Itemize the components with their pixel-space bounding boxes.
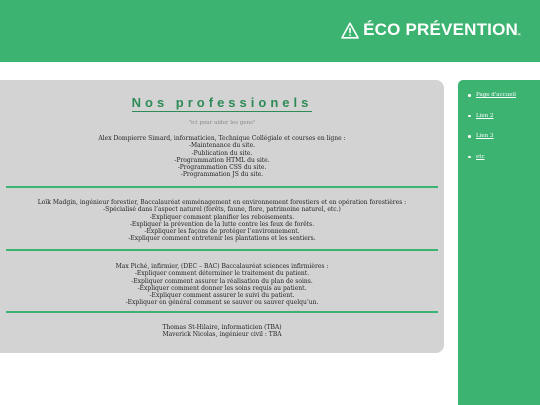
warning-triangle-icon [341,22,359,39]
section-line: -Expliquer comment déterminer le traitement du patient. [134,270,310,278]
nav-list [468,92,516,174]
page-title: Nos professionels [131,95,313,110]
header-banner [0,0,540,62]
brand-logo[interactable] [341,20,518,40]
professional-section-4 [0,324,444,339]
nav-item-link-3 [468,133,516,140]
nav-link-3[interactable]: Lien 3 [476,133,494,139]
page-subtitle: "ici pour aider les gens" [188,120,256,126]
section-line: -Expliquer les façons de protéger l’environnement. [144,228,300,236]
section-divider [6,249,438,251]
section-divider [6,186,438,188]
nav-link-etc[interactable]: etc [476,153,485,160]
section-line: -Expliquer comment donner les soins requis au patient. [137,284,307,292]
section-line: -Expliquer comment entretenir les plantations et les sentiers. [128,235,316,243]
section-line: -Expliquer en général comment se sauver ou sauver quelqu’un. [125,299,319,307]
section-line: -Programmation CSS du site. [177,164,267,172]
section-line: Maverick Nicolas, ingénieur civil : TBA [162,331,282,339]
section-line: -Programmation HTML du site. [174,156,270,164]
section-line: -Programmation JS du site. [180,171,264,179]
section-line: Loïk Madgin, ingénieur forestier, Baccalauréat emménagement en environnement forestiers et en opération forestières : [37,199,407,206]
section-line: -Spécialisé dans l’aspect naturel (forêts, faune, flore, patrimoine naturel, etc.) [103,206,341,214]
section-line: Alex Dompierre Simard, informaticien, Technique Collégiale et courses en ligne : [98,135,346,142]
nav-link-2[interactable]: Lien 2 [476,112,494,119]
nav-item-link-2 [468,113,516,120]
professional-section-2 [0,199,444,243]
section-line: -Maintenance du site. [188,142,256,150]
section-line: Max Piché, infirmier, (DEC – BAC) Baccalauréat sciences infirmières : [115,263,329,270]
professional-section-3 [0,263,444,307]
sidebar-nav [458,80,540,405]
section-line: Thomas St-Hilaire, informaticien (TBA) [162,324,282,331]
section-line: -Expliquer comment assurer la réalisation du plan de soins. [131,277,313,285]
section-line: -Expliquer la prévention de la lutte contre les feux de forêts. [129,220,315,228]
nav-item-home [468,92,516,99]
brand-name: ÉCO PRÉVENTION [363,20,518,39]
section-line: -Publication du site. [191,149,253,157]
nav-link-home[interactable]: Page d'accueil [476,92,517,98]
brand-suffix: « [517,32,521,38]
section-line: -Expliquer comment planifier les reboisements. [149,213,295,221]
main-content-panel [0,80,444,353]
professional-section-1 [0,135,444,179]
section-line: -Expliquer comment assurer le suivi du patient. [149,292,295,300]
section-divider [6,311,438,313]
nav-item-etc [468,154,516,161]
